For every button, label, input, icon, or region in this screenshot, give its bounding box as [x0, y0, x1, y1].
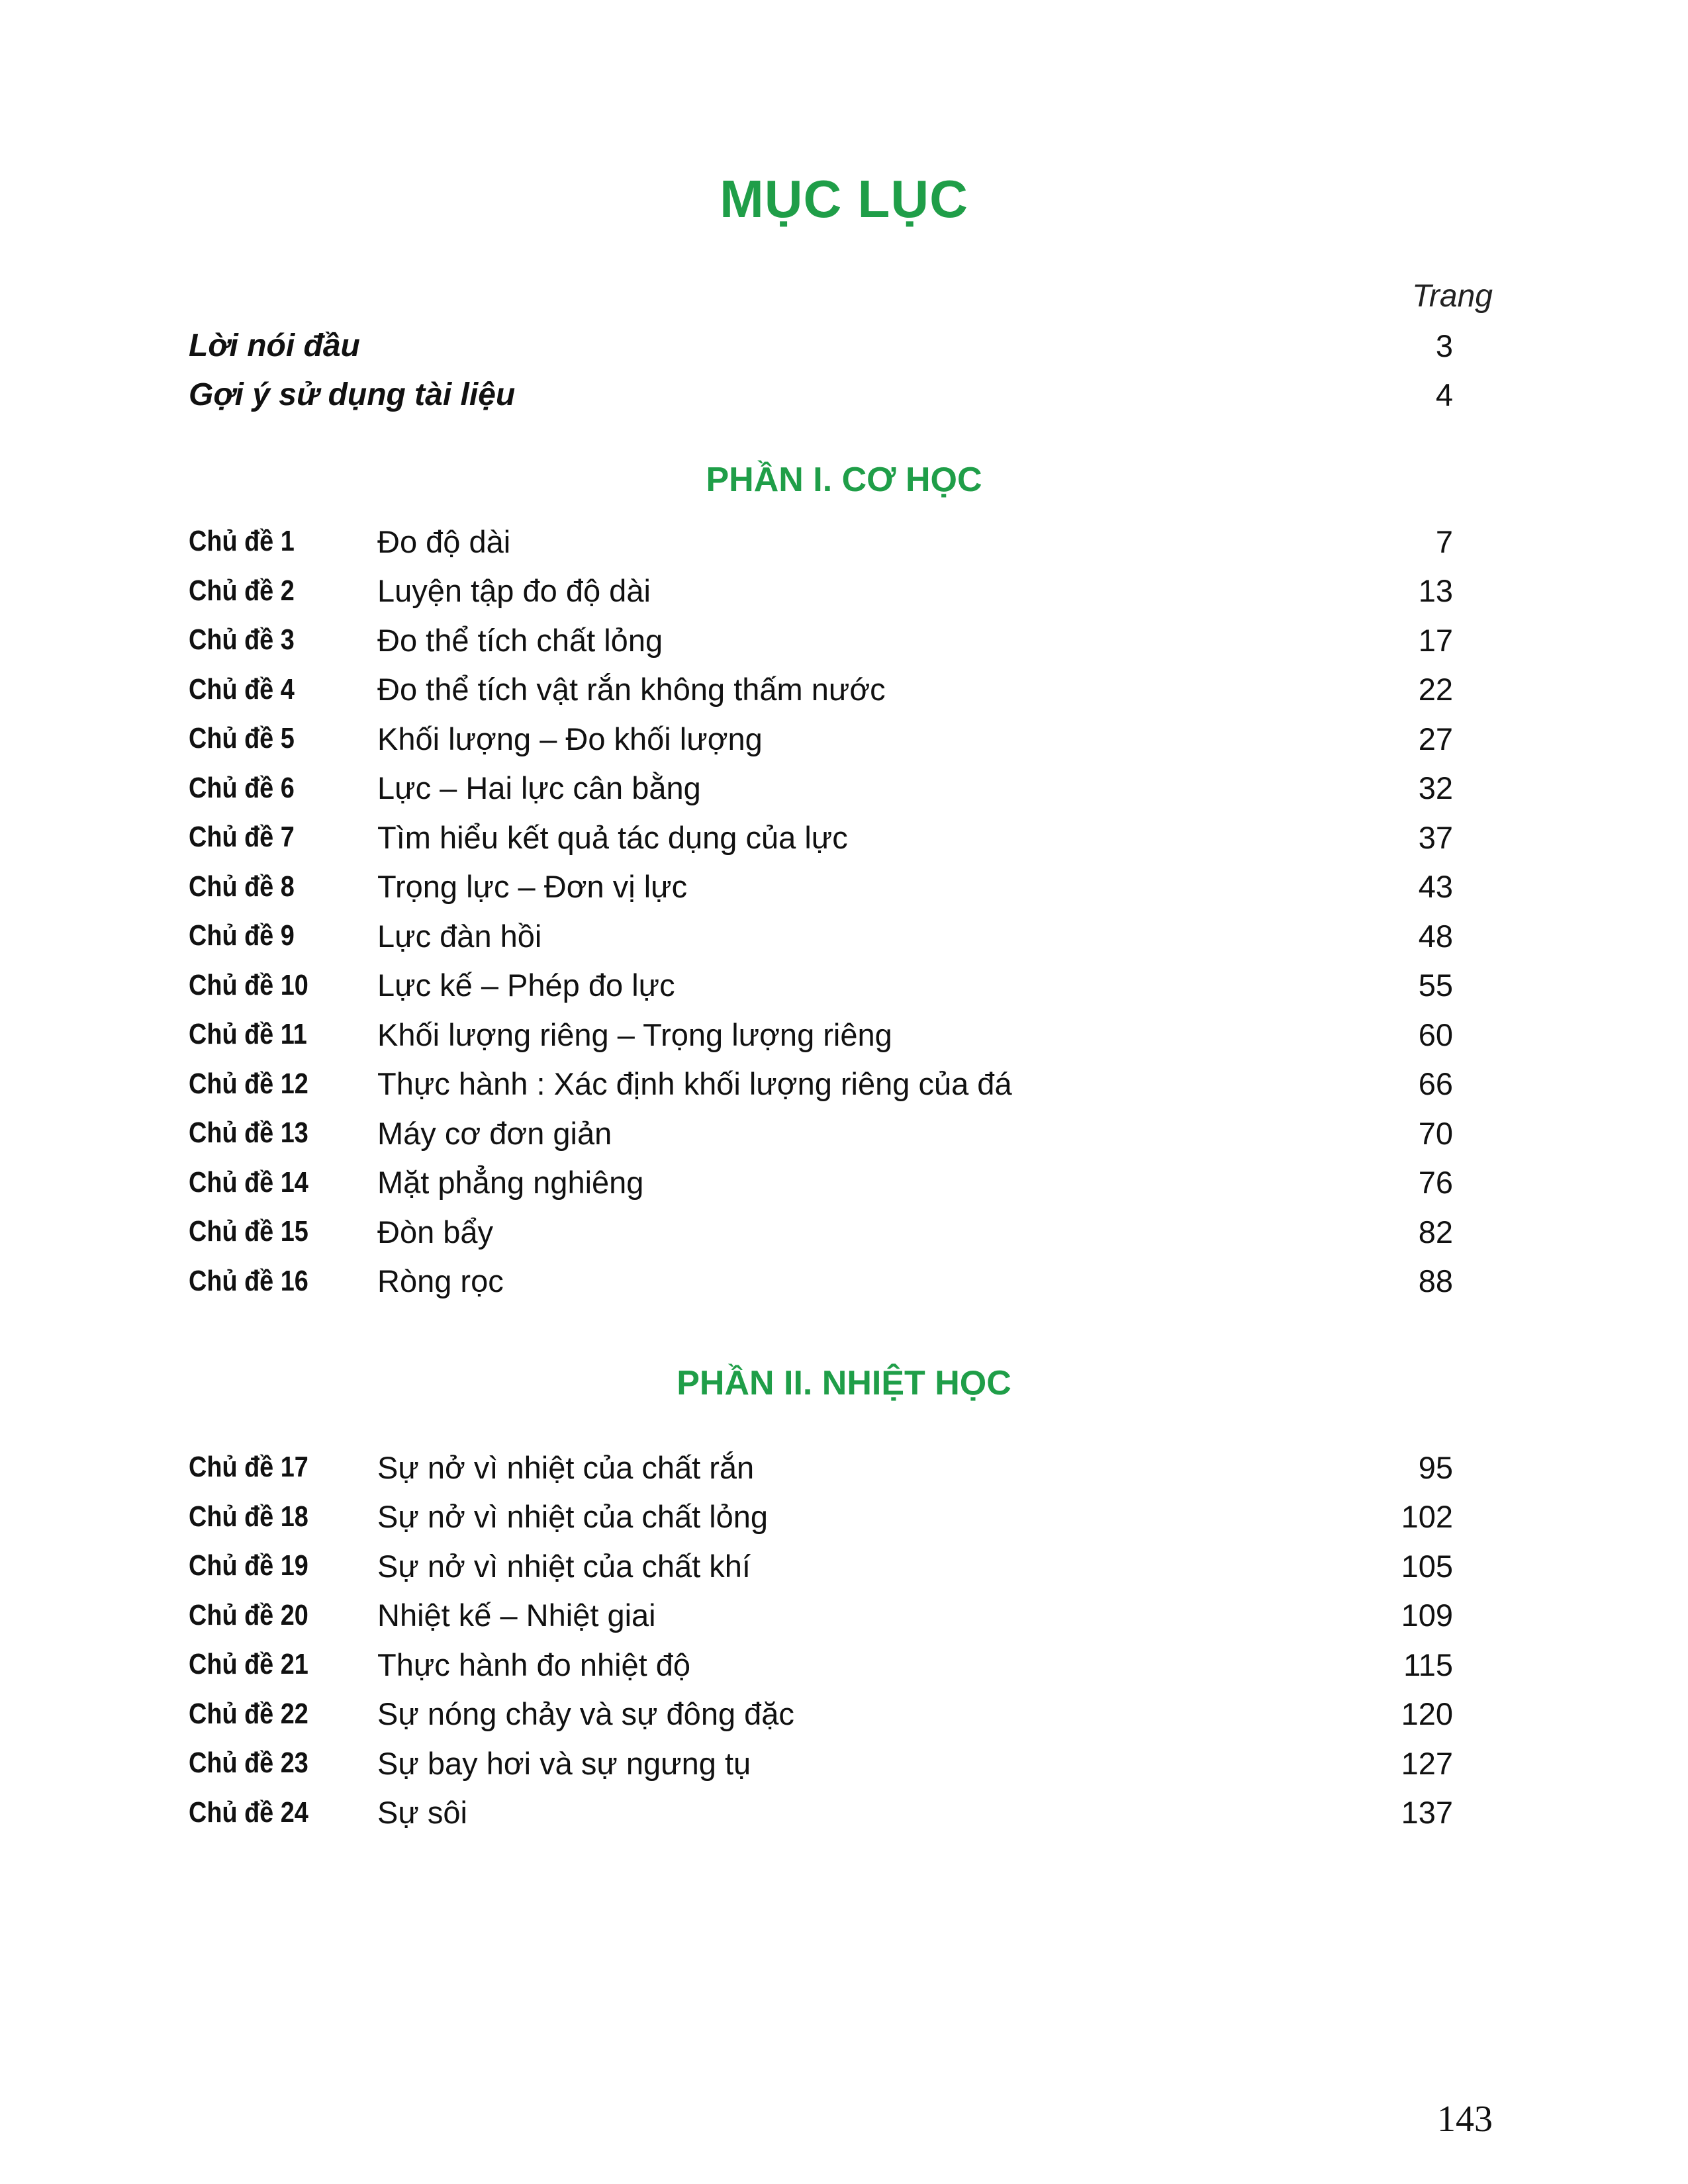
toc-row [189, 567, 1453, 616]
topic-label: Chủ đề 8 [189, 870, 295, 903]
topic-page: 95 [1418, 1449, 1453, 1485]
topic-label: Chủ đề 20 [189, 1598, 308, 1631]
toc-row [189, 1158, 1453, 1208]
topic-title: Sự sôi [377, 1795, 467, 1831]
front-matter-page: 4 [1435, 377, 1453, 412]
front-matter-row [189, 326, 1453, 365]
topic-title: Khối lượng – Đo khối lượng [377, 721, 763, 756]
topic-label: Chủ đề 17 [189, 1451, 308, 1484]
toc-row [189, 1690, 1453, 1739]
topic-title: Trọng lực – Đơn vị lực [377, 869, 688, 905]
toc-row [189, 1257, 1453, 1306]
topic-page: 22 [1418, 672, 1453, 707]
topic-label: Chủ đề 3 [189, 623, 295, 657]
topic-label: Chủ đề 23 [189, 1747, 308, 1780]
topic-page: 137 [1401, 1795, 1453, 1831]
topic-title: Nhiệt kế – Nhiệt giai [377, 1598, 656, 1633]
topic-title: Sự bay hơi và sự ngưng tụ [377, 1745, 751, 1781]
topic-title: Ròng rọc [377, 1263, 504, 1299]
topic-page: 76 [1418, 1165, 1453, 1201]
topic-label: Chủ đề 19 [189, 1549, 308, 1582]
topic-label: Chủ đề 7 [189, 821, 295, 854]
toc-row [189, 813, 1453, 862]
page-number: 143 [1437, 2099, 1493, 2140]
topic-page: 27 [1418, 721, 1453, 756]
topic-page: 109 [1401, 1598, 1453, 1633]
topic-label: Chủ đề 22 [189, 1697, 308, 1730]
topic-title: Sự nóng chảy và sự đông đặc [377, 1696, 794, 1732]
toc-row [189, 862, 1453, 912]
topic-page: 37 [1418, 819, 1453, 855]
toc-row [189, 1640, 1453, 1690]
front-matter-label: Gợi ý sử dụng tài liệu [189, 377, 516, 412]
toc-row [189, 911, 1453, 961]
toc-row [189, 1492, 1453, 1542]
toc-row [189, 665, 1453, 715]
topic-title: Máy cơ đơn giản [377, 1115, 612, 1151]
topic-label: Chủ đề 21 [189, 1648, 308, 1681]
topic-page: 7 [1435, 523, 1453, 559]
topic-page: 82 [1418, 1214, 1453, 1250]
toc-row [189, 1739, 1453, 1788]
topic-page: 120 [1401, 1696, 1453, 1732]
topic-title: Mặt phẳng nghiêng [377, 1165, 644, 1201]
topic-label: Chủ đề 6 [189, 771, 295, 804]
topic-page: 13 [1418, 573, 1453, 609]
topic-page: 102 [1401, 1499, 1453, 1535]
topic-page: 88 [1418, 1263, 1453, 1299]
topic-title: Đo độ dài [377, 523, 511, 559]
topic-page: 17 [1418, 622, 1453, 658]
topic-title: Sự nở vì nhiệt của chất lỏng [377, 1499, 769, 1535]
topic-page: 105 [1401, 1548, 1453, 1584]
topic-page: 70 [1418, 1115, 1453, 1151]
part-heading: PHẦN I. CƠ HỌC [706, 461, 982, 499]
topic-page: 32 [1418, 770, 1453, 806]
topic-label: Chủ đề 11 [189, 1018, 307, 1051]
topic-page: 66 [1418, 1066, 1453, 1102]
topic-page: 115 [1403, 1647, 1453, 1682]
topic-label: Chủ đề 9 [189, 919, 295, 952]
toc-row [189, 1788, 1453, 1838]
topic-label: Chủ đề 2 [189, 574, 295, 607]
toc-row [189, 615, 1453, 665]
front-matter-label: Lời nói đầu [189, 328, 360, 363]
front-matter-page: 3 [1435, 328, 1453, 363]
topic-label: Chủ đề 13 [189, 1116, 308, 1150]
toc-row [189, 1207, 1453, 1257]
topic-title: Lực – Hai lực cân bằng [377, 770, 701, 806]
toc-row [189, 517, 1453, 567]
topic-page: 127 [1401, 1745, 1453, 1781]
topic-label: Chủ đề 18 [189, 1500, 308, 1533]
topic-title: Luyện tập đo độ dài [377, 573, 651, 609]
topic-label: Chủ đề 4 [189, 672, 295, 705]
toc-row [189, 1591, 1453, 1641]
page-column-label: Trang [1412, 279, 1493, 314]
topic-title: Đo thể tích vật rắn không thấm nước [377, 672, 886, 707]
topic-title: Sự nở vì nhiệt của chất khí [377, 1548, 751, 1584]
topic-label: Chủ đề 5 [189, 722, 295, 755]
toc-row [189, 1109, 1453, 1158]
toc-row [189, 764, 1453, 813]
topic-label: Chủ đề 15 [189, 1215, 308, 1248]
page-title: MỤC LỤC [720, 169, 968, 228]
toc-row [189, 1443, 1453, 1492]
part-heading: PHẦN II. NHIỆT HỌC [677, 1364, 1011, 1402]
toc-row [189, 714, 1453, 764]
topic-title: Thực hành : Xác định khối lượng riêng của đá [377, 1066, 1012, 1102]
topic-label: Chủ đề 12 [189, 1067, 308, 1100]
topic-title: Đo thể tích chất lỏng [377, 622, 663, 658]
topic-title: Lực kế – Phép đo lực [377, 968, 675, 1003]
front-matter-row [189, 375, 1453, 414]
topic-title: Tìm hiểu kết quả tác dụng của lực [377, 819, 848, 855]
topic-label: Chủ đề 1 [189, 525, 295, 558]
topic-label: Chủ đề 10 [189, 968, 308, 1001]
toc-row [189, 1010, 1453, 1060]
topic-title: Lực đàn hồi [377, 918, 542, 954]
topic-title: Sự nở vì nhiệt của chất rắn [377, 1449, 755, 1485]
topic-title: Khối lượng riêng – Trọng lượng riêng [377, 1017, 892, 1052]
topic-page: 55 [1418, 968, 1453, 1003]
toc-row [189, 1060, 1453, 1109]
topic-title: Đòn bẩy [377, 1214, 494, 1250]
toc-row [189, 961, 1453, 1011]
topic-list-part-2 [189, 1443, 1453, 1837]
topic-title: Thực hành đo nhiệt độ [377, 1647, 691, 1682]
topic-page: 43 [1418, 869, 1453, 905]
topic-list-part-1 [189, 517, 1453, 1306]
topic-label: Chủ đề 14 [189, 1165, 308, 1199]
topic-page: 60 [1418, 1017, 1453, 1052]
topic-page: 48 [1418, 918, 1453, 954]
topic-label: Chủ đề 16 [189, 1264, 308, 1297]
topic-label: Chủ đề 24 [189, 1796, 308, 1829]
toc-row [189, 1541, 1453, 1591]
